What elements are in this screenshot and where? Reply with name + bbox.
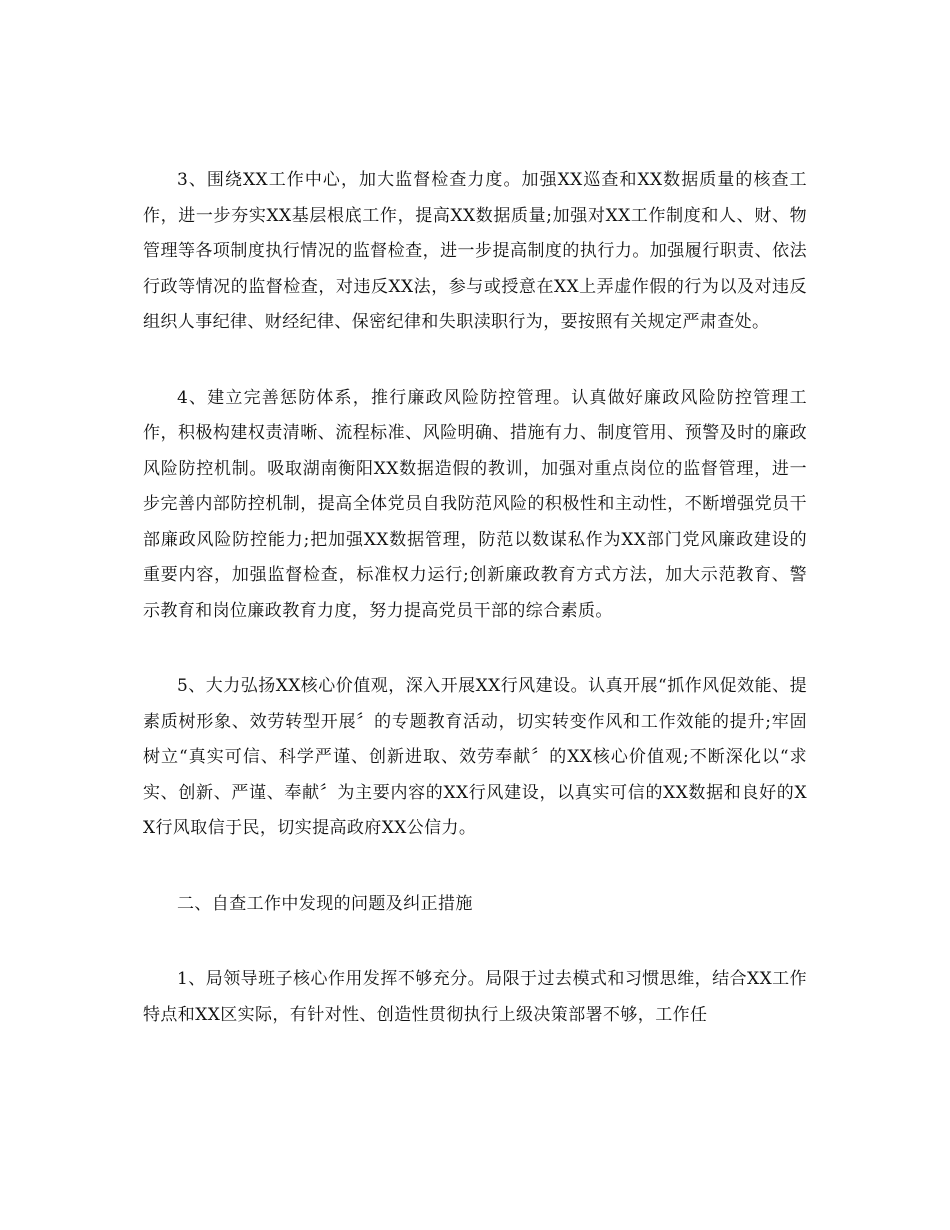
paragraph-4: 4、建立完善惩防体系，推行廉政风险防控管理。认真做好廉政风险防控管理工作，积极构建权责清晰、流程标准、风险明确、措施有力、制度管用、预警及时的廉政风险防控机制。吸取湖南衡阳XX数据造假的教训，加强对重点岗位的监督管理，进一步完善内部防控机制，提高全体党员自我防范风险的积极性和主动性，不断增强党员干部廉政风险防控能力;把加强XX数据管理，防范以数谋私作为XX部门党风廉政建设的重要内容，加强监督检查，标准权力运行;创新廉政教育方式方法，加大示范教育、警示教育和岗位廉政教育力度，努力提高党员干部的综合素质。 bbox=[143, 387, 807, 621]
document-body bbox=[143, 163, 807, 1073]
paragraph-3: 3、围绕XX工作中心，加大监督检查力度。加强XX巡查和XX数据质量的核查工作，进一步夯实XX基层根底工作，提高XX数据质量;加强对XX工作制度和人、财、物管理等各项制度执行情况的监督检查，进一步提高制度的执行力。加强履行职责、依法行政等情况的监督检查，对违反XX法，参与或授意在XX上弄虚作假的行为以及对违反组织人事纪律、财经纪律、保密纪律和失职渎职行为，要按照有关规定严肃查处。 bbox=[143, 170, 807, 332]
paragraph-5: 5、大力弘扬XX核心价值观，深入开展XX行风建设。认真开展“抓作风促效能、提素质树形象、效劳转型开展〞的专题教育活动，切实转变作风和工作效能的提升;牢固树立“真实可信、科学严谨、创新进取、效劳奉献〞的XX核心价值观;不断深化以“求实、创新、严谨、奉献〞为主要内容的XX行风建设，以真实可信的XX数据和良好的XX行风取信于民，切实提高政府XX公信力。 bbox=[143, 676, 807, 838]
paragraph-issue-1: 1、局领导班子核心作用发挥不够充分。局限于过去模式和习惯思维，结合XX工作特点和XX区实际，有针对性、创造性贯彻执行上级决策部署不够，工作任 bbox=[143, 969, 807, 1025]
section-heading: 二、自查工作中发现的问题及纠正措施 bbox=[177, 893, 473, 914]
